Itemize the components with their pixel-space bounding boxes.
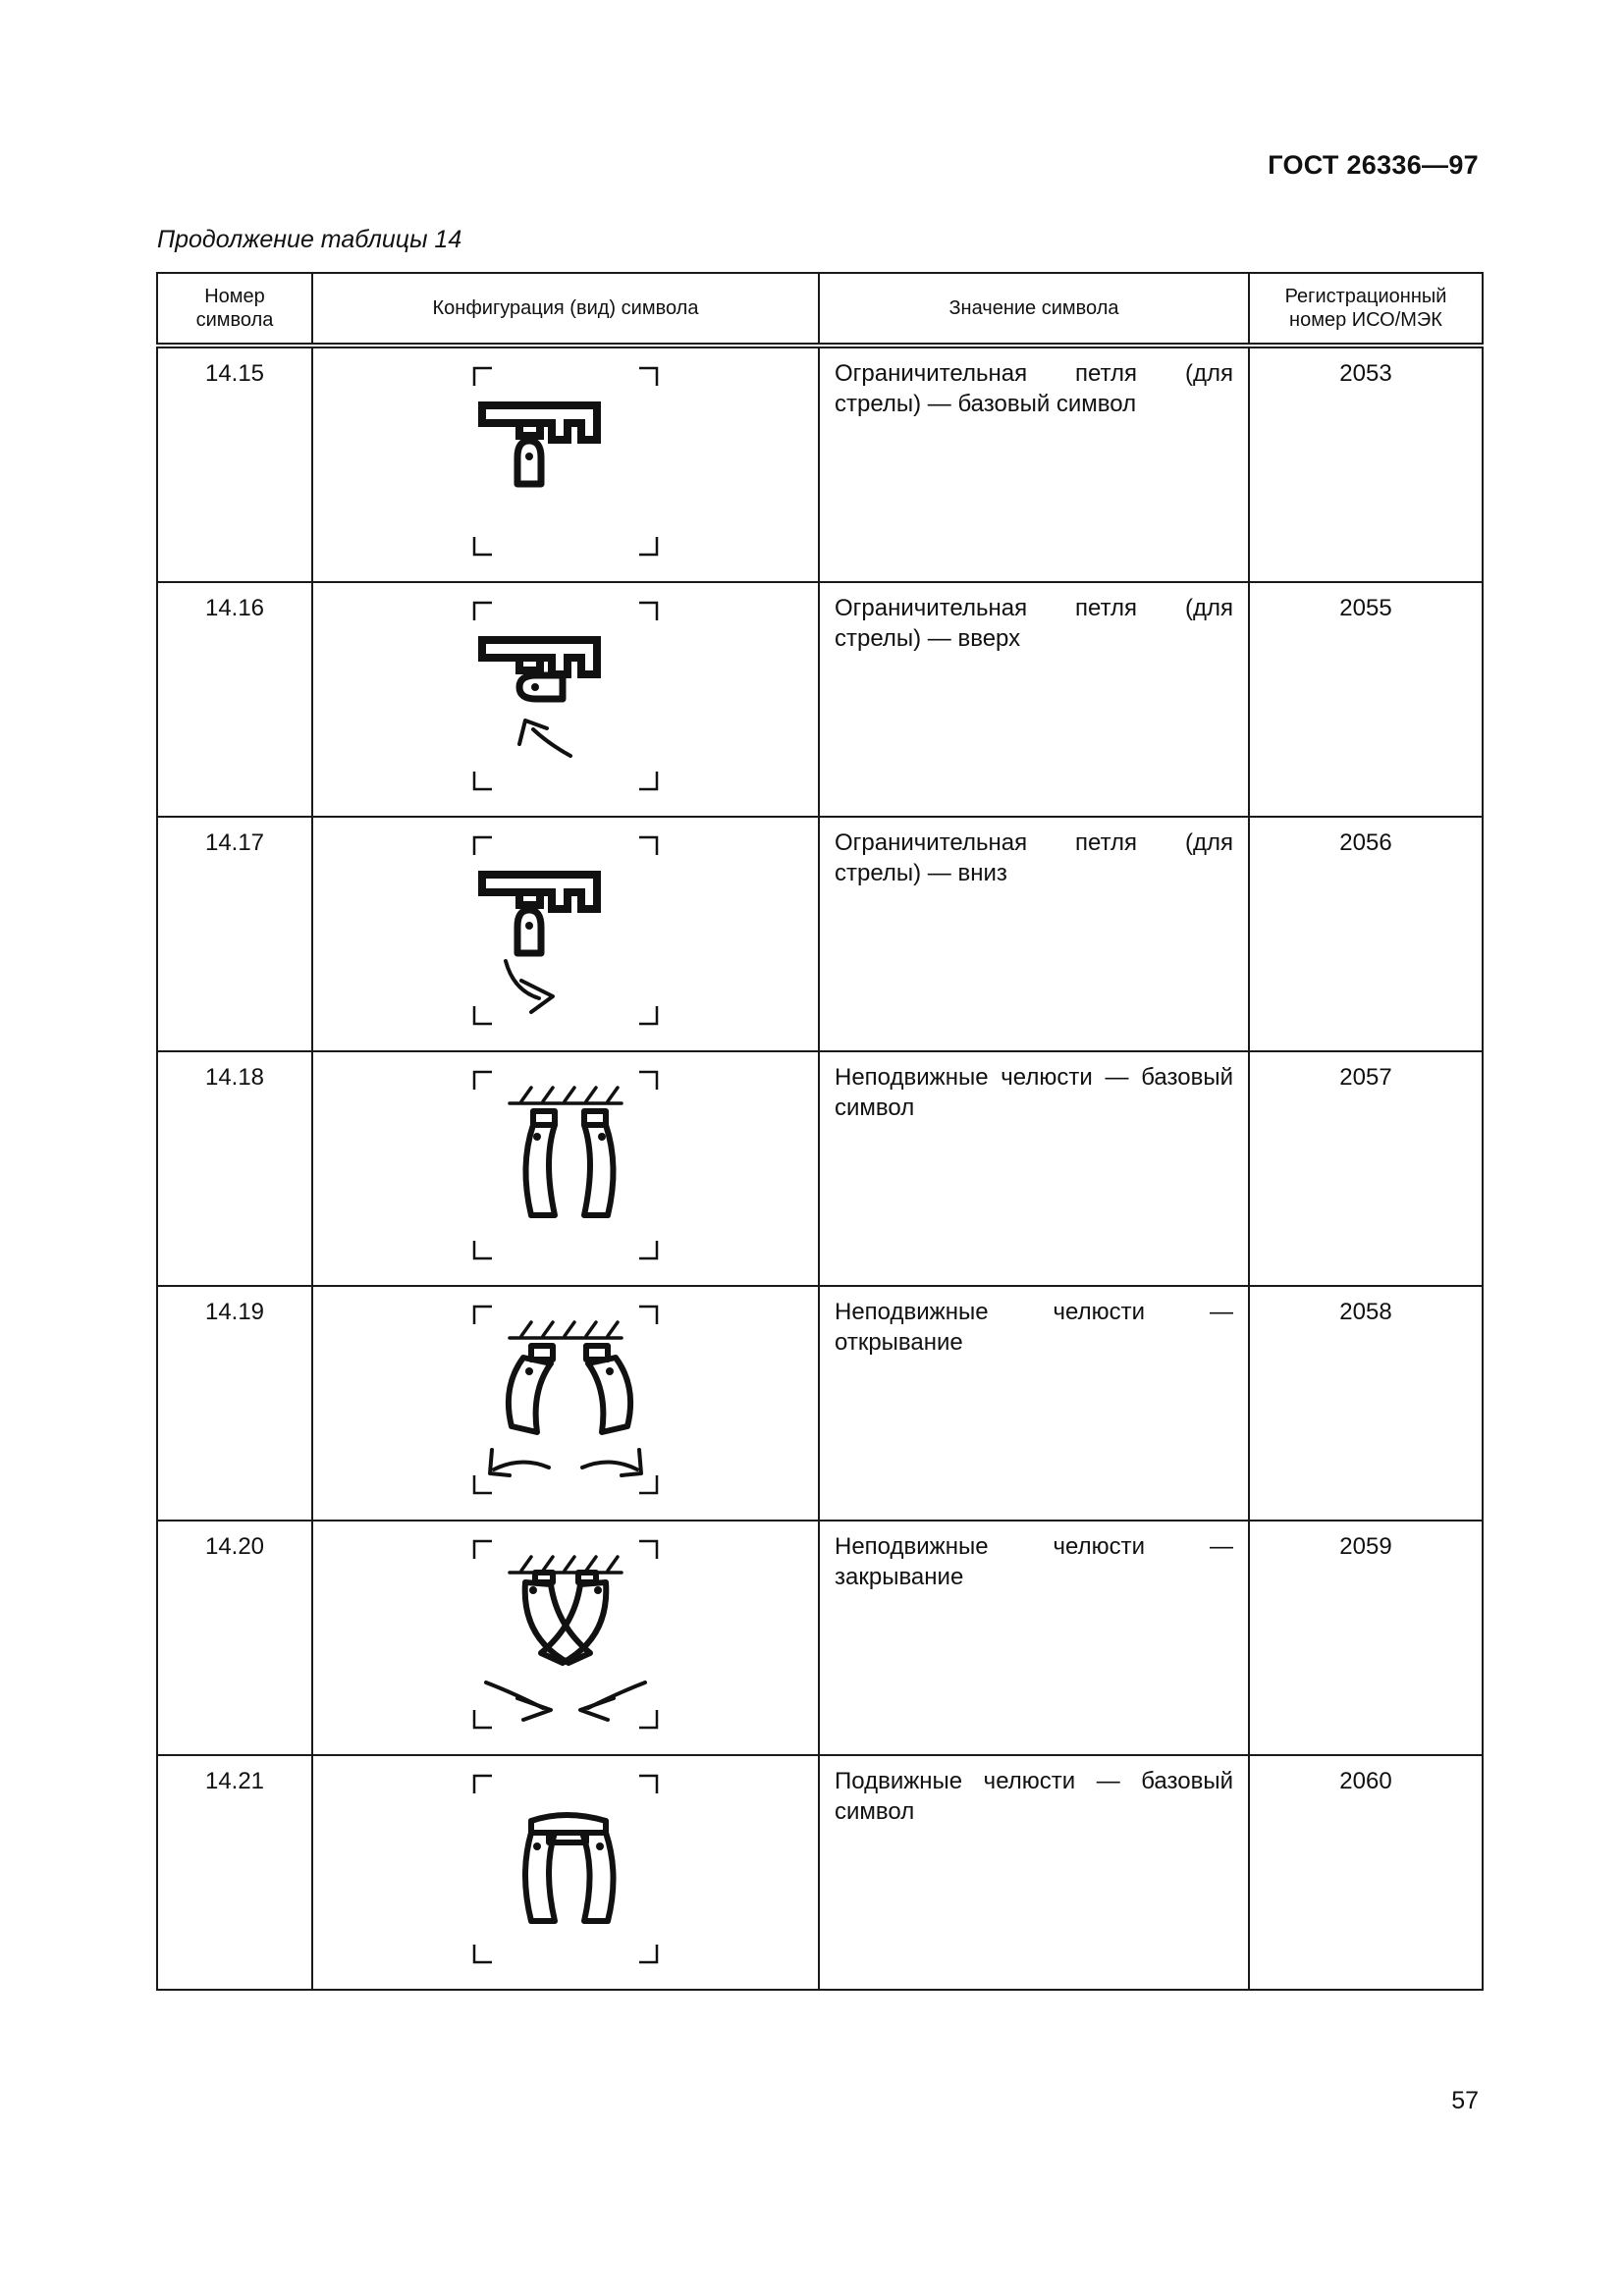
symbol-number: 14.18	[157, 1051, 312, 1286]
symbol-configuration	[312, 1755, 819, 1990]
boom-limiting-loop-up-icon	[462, 589, 669, 800]
boom-limiting-loop-down-icon	[462, 824, 669, 1035]
movable-jaws-icon	[462, 1762, 669, 1973]
symbol-configuration	[312, 582, 819, 817]
registration-number: 2055	[1249, 582, 1483, 817]
symbol-number: 14.15	[157, 346, 312, 582]
fixed-jaws-icon	[462, 1058, 669, 1269]
symbol-meaning: Ограничительная петля (для стрелы) — вниз	[819, 817, 1249, 1051]
table-row	[157, 1286, 1483, 1521]
symbol-configuration	[312, 1521, 819, 1755]
registration-number: 2060	[1249, 1755, 1483, 1990]
registration-number: 2053	[1249, 346, 1483, 582]
registration-number: 2058	[1249, 1286, 1483, 1521]
column-header-number: Номер символа	[157, 273, 312, 346]
symbol-configuration	[312, 817, 819, 1051]
symbol-number: 14.17	[157, 817, 312, 1051]
column-header-configuration: Конфигурация (вид) символа	[312, 273, 819, 346]
registration-number: 2059	[1249, 1521, 1483, 1755]
column-header-registration: Регистрационный номер ИСО/МЭК	[1249, 273, 1483, 346]
fixed-jaws-close-icon	[462, 1527, 669, 1738]
table-row	[157, 817, 1483, 1051]
document-id: ГОСТ 26336—97	[1268, 150, 1479, 180]
symbol-number: 14.21	[157, 1755, 312, 1990]
table-row	[157, 1521, 1483, 1755]
symbol-number: 14.19	[157, 1286, 312, 1521]
symbol-configuration	[312, 1051, 819, 1286]
symbol-meaning: Неподвижные челюсти — базовый символ	[819, 1051, 1249, 1286]
symbol-configuration	[312, 1286, 819, 1521]
symbol-configuration	[312, 346, 819, 582]
registration-number: 2057	[1249, 1051, 1483, 1286]
table-row	[157, 582, 1483, 817]
table-caption: Продолжение таблицы 14	[157, 226, 462, 253]
symbol-number: 14.20	[157, 1521, 312, 1755]
symbol-meaning: Подвижные челюсти — базовый символ	[819, 1755, 1249, 1990]
boom-limiting-loop-icon	[462, 354, 669, 565]
symbol-meaning: Неподвижные челюсти — закрывание	[819, 1521, 1249, 1755]
symbol-meaning: Ограничительная петля (для стрелы) — базовый символ	[819, 346, 1249, 582]
table-row	[157, 1051, 1483, 1286]
symbols-table	[156, 272, 1484, 1991]
page-number: 57	[1451, 2087, 1479, 2114]
column-header-meaning: Значение символа	[819, 273, 1249, 346]
symbol-meaning: Ограничительная петля (для стрелы) — вверх	[819, 582, 1249, 817]
table-row	[157, 1755, 1483, 1990]
fixed-jaws-open-icon	[462, 1293, 669, 1504]
table-row	[157, 346, 1483, 582]
symbol-number: 14.16	[157, 582, 312, 817]
symbol-meaning: Неподвижные челюсти — открывание	[819, 1286, 1249, 1521]
registration-number: 2056	[1249, 817, 1483, 1051]
table-header-row	[157, 273, 1483, 346]
